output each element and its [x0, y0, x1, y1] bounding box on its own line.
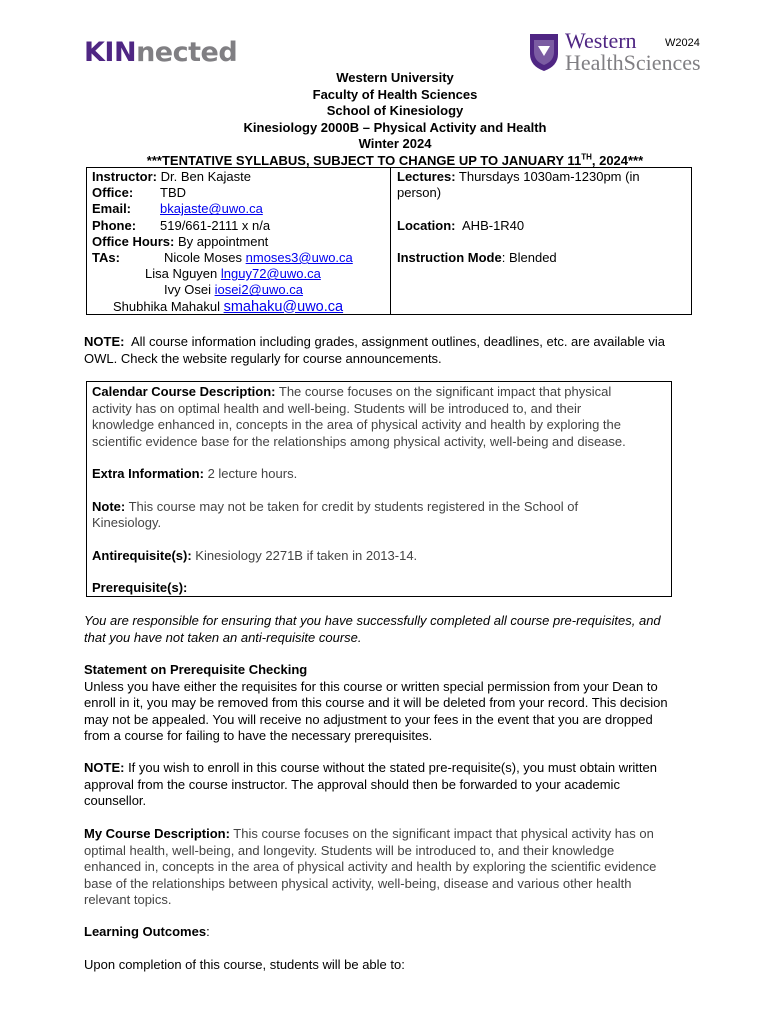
tentative-notice: ***TENTATIVE SYLLABUS, SUBJECT TO CHANGE UP TO JANUARY 11TH, 2024*** — [146, 152, 644, 168]
instructor-info-column — [87, 168, 391, 314]
ta-row-3: Ivy Osei iosei2@uwo.ca — [164, 282, 303, 298]
ta-email-link[interactable]: iosei2@uwo.ca — [214, 282, 303, 298]
lectures-row-cont: person) — [397, 185, 442, 201]
section-heading: Statement on Prerequisite Checking — [84, 662, 308, 677]
calendar-description: Calendar Course Description: The course focuses on the significant impact that physical activity has on optimal health and well-being. Students will be introduced to, and their knowledge enhanced in, concepts in the area of physical activity and health by exploring the scientific evidence base for the relationships among physical activity, well-being and disease. — [92, 384, 626, 449]
owl-note: NOTE: All course information including grades, assignment outlines, deadlines, etc. are available via OWL. Check the website regularly for course announcements. — [84, 334, 665, 366]
office-row: Office: TBD — [92, 185, 186, 201]
spacer — [397, 201, 686, 217]
ta-email-link[interactable]: nmoses3@uwo.ca — [245, 249, 353, 265]
ta-row-2: Lisa Nguyen lnguy72@uwo.ca — [145, 266, 321, 282]
ta-row-4: Shubhika Mahakul smahaku@uwo.ca — [113, 298, 344, 315]
my-course-description: My Course Description: This course focuses on the significant impact that physical activity has on optimal health, well-being, and longevity. Students will be introduced to, and their knowledge enhanced in, concepts in the area of physical activity and health by exploring the scientific evidence base of the relationships between physical activity, well-being, disease and various other health relevant topics. — [84, 826, 657, 907]
term-code: W2024 — [665, 37, 700, 49]
email-row: Email: bkajaste@uwo.ca — [92, 201, 263, 217]
office-hours-row: Office Hours: By appointment — [92, 233, 269, 249]
course-info-table — [86, 167, 692, 315]
prerequisites: Prerequisite(s): — [92, 580, 188, 595]
phone-row: Phone: 519/661-2111 x n/a — [92, 217, 271, 233]
lectures-row: Lectures: Thursdays 1030am-1230pm (in — [397, 169, 640, 184]
kinnected-logo — [84, 36, 237, 70]
faculty-name: Faculty of Health Sciences — [312, 86, 478, 102]
instructor-row: Instructor: Dr. Ben Kajaste — [92, 169, 251, 184]
extra-information: Extra Information: 2 lecture hours. — [92, 466, 298, 481]
school-name: School of Kinesiology — [326, 103, 464, 118]
term-name: Winter 2024 — [358, 136, 432, 151]
learning-outcomes-intro: Upon completion of this course, students will be able to: — [84, 957, 405, 972]
learning-outcomes-heading: Learning Outcomes: — [84, 924, 210, 939]
logo-nected-text: nected — [136, 37, 238, 68]
credit-note: Note: This course may not be taken for credit by students registered in the School of Kinesiology. — [92, 498, 579, 530]
antirequisites: Antirequisite(s): Kinesiology 2271B if taken in 2013-14. — [92, 547, 418, 563]
syllabus-title-block — [84, 70, 706, 169]
prerequisite-note: NOTE: If you wish to enroll in this course without the stated pre-requisite(s), you must obtain written approval from the course instructor. The approval should then be forwarded to your academic counsellor. — [84, 760, 657, 808]
calendar-description-box — [86, 381, 672, 597]
prerequisite-checking-section: Statement on Prerequisite Checking Unless you have either the requisites for this course or written special permission from your Dean to enroll in it, you may be removed from this course and it will be deleted from your record. This decision may not be appealed. You will receive no adjustment to your fees in the event that you are dropped from a course for failing to have the necessary prerequisites. — [84, 662, 708, 745]
spacer — [397, 234, 686, 250]
lecture-info-column — [392, 168, 691, 267]
university-name: Western University — [336, 70, 454, 85]
responsibility-statement: You are responsible for ensuring that you have successfully completed all course pre-requisites, and that you have not taken an anti-requisite course. — [84, 613, 661, 645]
western-wordmark: Western — [565, 28, 637, 53]
instructor-email-link[interactable]: bkajaste@uwo.ca — [160, 201, 263, 217]
logo-kin-text: KIN — [84, 37, 137, 68]
ta-email-link[interactable]: lnguy72@uwo.ca — [220, 266, 321, 282]
health-sciences-wordmark: HealthSciences — [565, 50, 701, 75]
ta-row-1: TAs: Nicole Moses nmoses3@uwo.ca — [92, 249, 353, 265]
western-crest-icon — [528, 32, 560, 72]
instruction-mode-row: Instruction Mode : Blended — [397, 249, 557, 265]
location-row: Location: AHB-1R40 — [397, 217, 525, 233]
course-title: Kinesiology 2000B – Physical Activity and Health — [243, 119, 547, 135]
ta-email-link[interactable]: smahaku@uwo.ca — [223, 298, 344, 315]
